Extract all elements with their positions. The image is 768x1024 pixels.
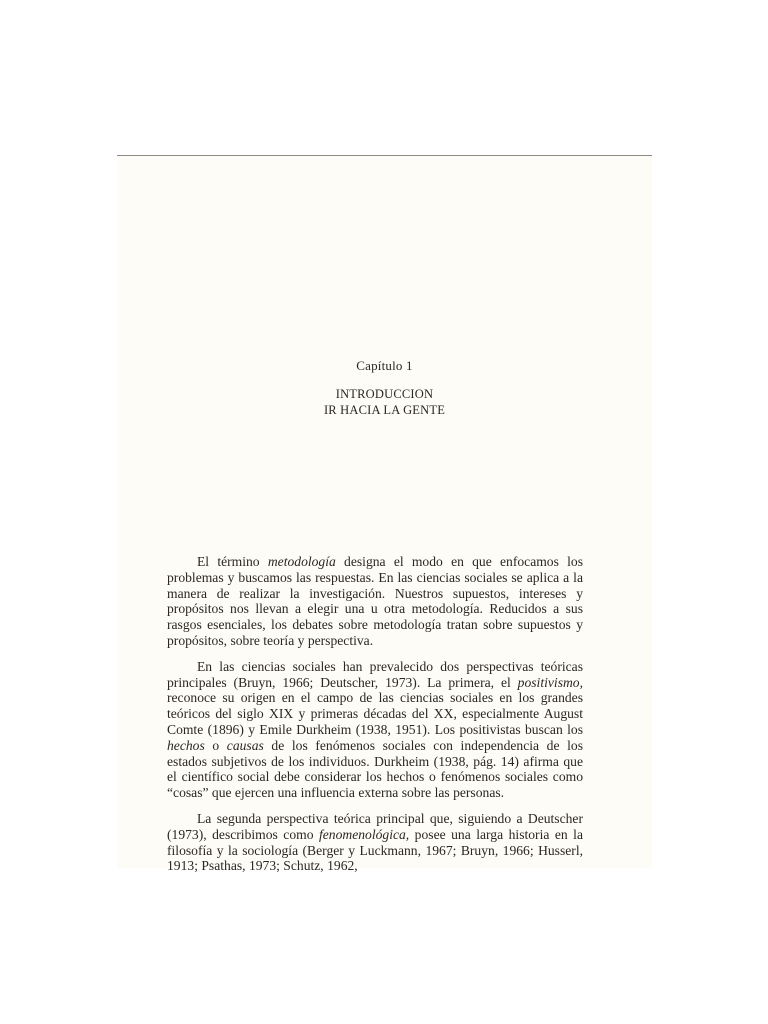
page-top-edge [117, 155, 652, 156]
text-segment: de los fenómenos sociales con independencia de los estados subjetivos de los individuos. Durkheim (1938, pág. 14) afirma que el científico social debe considerar los hechos o fenómenos sociales como “cosas” que ejercen una influencia externa sobre las personas. [167, 737, 583, 801]
text-segment: En las ciencias sociales han prevalecido dos perspectivas teóricas principales (Bruyn, 1966; Deutscher, 1973). La primera, el [167, 658, 583, 690]
italic-term: positivismo, [517, 674, 583, 690]
text-segment: reconoce su origen en el campo de las ciencias sociales en los grandes teóricos del siglo XIX y primeras décadas del XX, especialmente August Comte (1896) y Emile Durkheim (1938, 1951). Los positivistas buscan los [167, 690, 583, 737]
text-segment: El término [197, 554, 268, 569]
text-segment: o [204, 737, 227, 753]
text-segment: designa el modo en que enfocamos los problemas y buscamos las respuestas. En las ciencias sociales se aplica a la manera de realizar la investigación. Nuestros supuestos, intereses y propósitos nos llevan a elegir una u otra metodología. Reducidos a sus rasgos esenciales, los debates sobre metodología tratan sobre supuestos y propósitos, sobre teoría y perspectiva. [167, 554, 583, 648]
text-segment: posee una larga historia en la filosofía y la sociología (Berger y Luckmann, 1967; Bruyn, 1966; Husserl, 1913; Psathas, 1973; Schutz, 1962, [167, 826, 583, 874]
chapter-label: Capítulo 1 [356, 358, 413, 373]
italic-term: fenomenológica, [318, 826, 410, 842]
body-text [167, 554, 583, 884]
chapter-title [117, 386, 652, 418]
italic-term: metodología [267, 554, 336, 569]
paragraph-2 [167, 659, 583, 801]
italic-term: causas [226, 737, 264, 753]
chapter-title-line-1: INTRODUCCION [335, 387, 434, 401]
paragraph-1 [167, 554, 583, 649]
italic-term: hechos [167, 737, 205, 753]
paragraph-3 [167, 811, 583, 874]
chapter-title-line-2: IR HACIA LA GENTE [323, 403, 446, 417]
text-segment: La segunda perspectiva teórica principal que, siguiendo a Deutscher (1973), describimos como [167, 810, 583, 842]
